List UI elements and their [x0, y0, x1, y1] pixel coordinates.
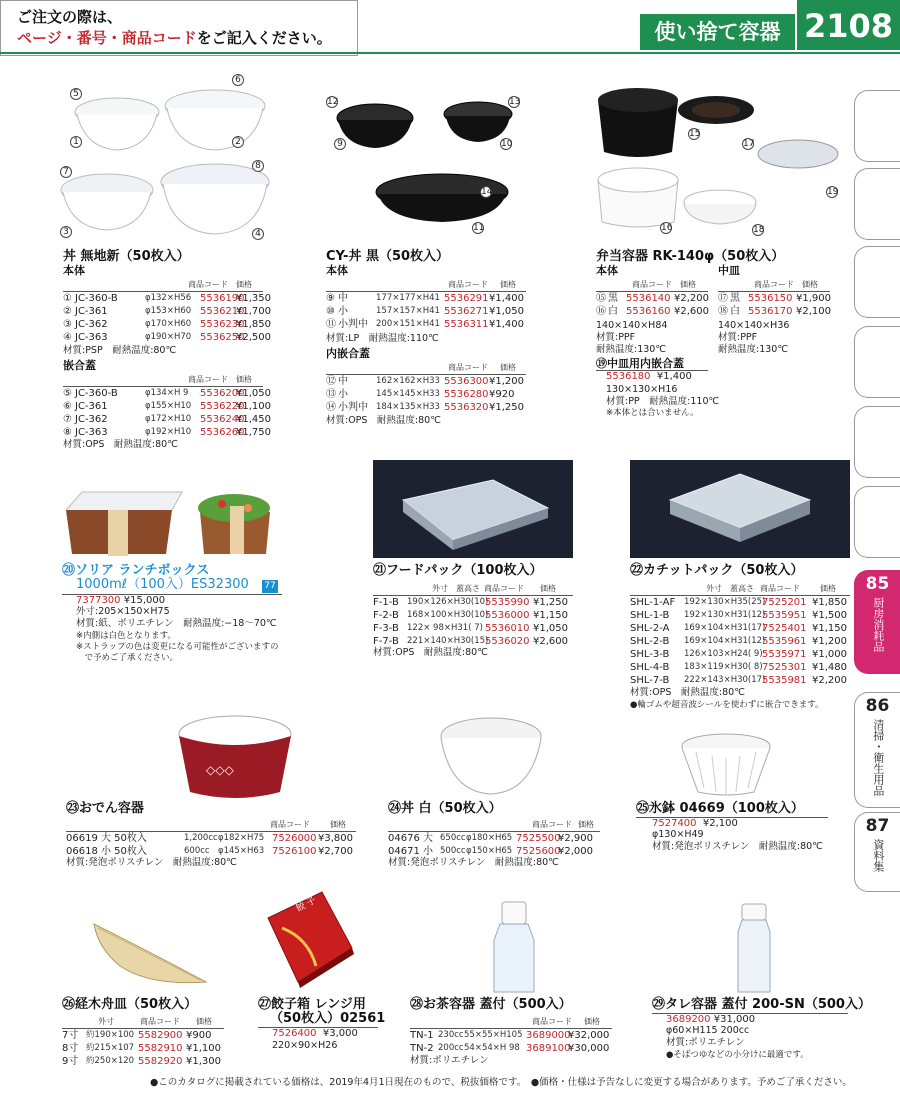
p24-table: [388, 832, 600, 858]
table-row: TN-2 200cc 54×54×H 98 3689100 ¥30,000: [410, 1043, 610, 1054]
p21-price-header: 価格: [540, 584, 556, 593]
table-row: TN-1 230cc 55×55×H105 3689000 ¥32,000: [410, 1030, 610, 1041]
p2-lid-table: [326, 375, 526, 414]
table-row: SHL-1-AF 192×130×H35(25) 7525201 ¥1,850: [630, 597, 847, 608]
callout-12: 12: [327, 97, 339, 107]
p20-title-2: 1000mℓ（100入）ES32300: [76, 577, 249, 592]
callout-8: 8: [252, 160, 264, 172]
p2-code-header-2: 商品コード: [448, 363, 488, 372]
table-row: ⑭ 小判中 184×135×H33 5536320 ¥1,250: [326, 402, 524, 413]
table-row: 04676 大 650cc φ180×H65 7525500 ¥2,900: [388, 833, 593, 844]
p26-code-header: 商品コード: [140, 1017, 180, 1026]
callout-10: 10: [501, 139, 513, 149]
p21-code-header: 商品コード: [484, 584, 524, 593]
p3-lid-spec: 130×130×H16 材質:PP 耐熱温度:110℃ ※本体とは合いません。: [606, 384, 720, 418]
p23-table: [66, 832, 356, 858]
p29-spec: φ60×H115 200cc: [666, 1025, 750, 1036]
table-row: 7寸 約190×100 5582900 ¥900: [62, 1030, 212, 1041]
wooden-boat-plate-photo: [90, 912, 210, 992]
bowl-white-photo: [55, 70, 280, 250]
p29-price-row: 3689200 ¥31,000: [666, 1014, 756, 1025]
p25-price-row: 7527400 ¥2,100: [652, 818, 738, 829]
gyoza-box-label: 餃 子: [294, 895, 318, 915]
table-row: ⑫ 中 162×162×H33 5536300 ¥1,200: [326, 376, 524, 387]
p3-price-header-2: 価格: [802, 280, 818, 289]
p2-price-header-2: 価格: [500, 363, 516, 372]
kachitto-pack-photo: [630, 460, 850, 558]
p29-material: 材質:ポリエチレン: [666, 1037, 745, 1048]
p23-title: ㉓おでん容器: [66, 801, 144, 816]
bowl-black-photo: [330, 88, 530, 238]
p1-price-header-2: 価格: [236, 375, 252, 384]
p29-title: ㉙タレ容器 蓋付 200-SN（500入）: [652, 997, 871, 1012]
p20-price-row: 7377300 ¥15,000: [76, 595, 166, 606]
callout-3: 3: [60, 226, 72, 238]
p22-size-header: 外寸: [706, 584, 722, 593]
p20-spec: 外寸:205×150×H75: [76, 606, 170, 617]
p1-material-2: 材質:OPS 耐熱温度:80℃: [63, 439, 178, 450]
p1-price-header: 価格: [236, 280, 252, 289]
table-row: ③ JC-362 φ170×H60 5536230 ¥1,850: [63, 319, 271, 330]
p2-code-header: 商品コード: [448, 280, 488, 289]
p25-title: ㉕氷鉢 04669（100枚入）: [636, 801, 804, 816]
p28-price-header: 価格: [584, 1017, 600, 1026]
p21-material: 材質:OPS 耐熱温度:80℃: [373, 647, 488, 658]
p26-table: [62, 1029, 224, 1068]
p27-price-row: 7526400 ¥3,000: [272, 1028, 358, 1039]
p23-code-header: 商品コード: [270, 820, 310, 829]
table-row: ⑤ JC-360-B φ134×H 9 5536200 ¥1,050: [63, 388, 271, 399]
callout-13: 13: [509, 97, 521, 107]
p22-title: ㉒カチットパック（50枚入）: [630, 563, 804, 578]
side-tab-blank-1[interactable]: [854, 90, 900, 162]
table-row: SHL-3-B 126×103×H24( 9) 5535971 ¥1,000: [630, 649, 847, 660]
table-row: SHL-4-B 183×119×H30( 8) 7525301 ¥1,480: [630, 662, 847, 673]
side-tab-blank-4[interactable]: [854, 326, 900, 398]
p3-spec-1: 140×140×H84 材質:PPF 耐熱温度:130℃: [596, 320, 668, 355]
side-tab-87[interactable]: 87 資料集: [854, 812, 900, 892]
svg-text:◇◇◇: ◇◇◇: [206, 763, 234, 777]
order-note-line2: ページ・番号・商品コードをご記入ください。: [17, 29, 332, 48]
table-row: SHL-2-B 169×104×H31(12) 5535961 ¥1,200: [630, 636, 847, 647]
p1-body-table: [63, 292, 271, 344]
oden-container-photo: [170, 712, 300, 802]
p3-tray-table: [718, 292, 830, 318]
table-row: ⑩ 小 157×157×H41 5536271 ¥1,050: [326, 306, 524, 317]
p24-material: 材質:発泡ポリスチレン 耐熱温度:80℃: [388, 857, 559, 868]
callout-9: 9: [334, 138, 346, 150]
p28-title: ㉘お茶容器 蓋付（500入）: [410, 997, 572, 1012]
tea-container-photo: [484, 900, 544, 996]
p2-price-header: 価格: [500, 280, 516, 289]
p1-sub-body: 本体: [63, 264, 85, 277]
p3-code-header-2: 商品コード: [754, 280, 794, 289]
p3-lid-row: 5536180 ¥1,400: [606, 371, 692, 382]
header-divider: [0, 52, 900, 54]
category-label: 使い捨て容器: [640, 14, 795, 50]
callout-16: 16: [661, 223, 673, 233]
p21-title: ㉑フードパック（100枚入）: [373, 563, 543, 578]
callout-19: 19: [827, 187, 839, 197]
p25-material: 材質:発泡ポリスチレン 耐熱温度:80℃: [652, 841, 823, 852]
p3-title: 弁当容器 RK-140φ（50枚入）: [596, 249, 785, 264]
p1-code-header: 商品コード: [188, 280, 228, 289]
footer-note: ●このカタログに掲載されている価格は、2019年4月1日現在のもので、税抜価格です。 ●価格・仕様は予告なしに変更する場合があります。予めご了承ください。: [150, 1077, 852, 1088]
p3-spec-2: 140×140×H36 材質:PPF 耐熱温度:130℃: [718, 320, 790, 355]
table-row: ① JC-360-B φ132×H56 5536190 ¥1,350: [63, 293, 271, 304]
p3-lid-title: ⑲中皿用内嵌合蓋: [596, 357, 684, 370]
p22-height-header: 蓋高さ: [730, 584, 754, 593]
table-row: SHL-2-A 169×104×H31(17) 7525401 ¥1,150: [630, 623, 847, 634]
table-row: SHL-1-B 192×130×H31(12) 5535951 ¥1,500: [630, 610, 847, 621]
bento-container-photo: [588, 72, 850, 242]
p22-price-header: 価格: [820, 584, 836, 593]
p21-height-header: 蓋高さ: [456, 584, 480, 593]
p22-table: [630, 596, 850, 687]
p24-code-header: 商品コード: [532, 820, 572, 829]
table-row: ⑪ 小判中 200×151×H41 5536311 ¥1,400: [326, 319, 524, 330]
p1-code-header-2: 商品コード: [188, 375, 228, 384]
callout-18: 18: [753, 225, 765, 235]
callout-5: 5: [70, 88, 82, 100]
ice-bowl-photo: [676, 730, 776, 798]
p26-size-header: 外寸: [98, 1017, 114, 1026]
p20-material: 材質:紙、ポリエチレン 耐熱温度:−18〜70℃: [76, 618, 277, 629]
table-row: F-3-B 122× 98×H31( 7) 5536010 ¥1,050: [373, 623, 568, 634]
table-row: ⑮ 黒 5536140 ¥2,200: [596, 293, 709, 304]
p28-material: 材質:ポリエチレン: [410, 1055, 489, 1066]
p24-price-header: 価格: [578, 820, 594, 829]
side-tab-blank-2[interactable]: [854, 168, 900, 240]
callout-17: 17: [743, 139, 755, 149]
gyoza-box-photo: [262, 888, 358, 988]
callout-2: 2: [232, 136, 244, 148]
p26-title: ㉖経木舟皿（50枚入）: [62, 997, 198, 1012]
p29-note: ●そばつゆなどの小分けに最適です。: [666, 1050, 809, 1060]
p28-table: [410, 1029, 612, 1055]
callout-6: 6: [232, 74, 244, 86]
table-row: ④ JC-363 φ190×H70 5536250 ¥2,500: [63, 332, 271, 343]
white-bowl-photo: [436, 714, 546, 798]
table-row: ⑬ 小 145×145×H33 5536280 ¥920: [326, 389, 515, 400]
table-row: ⑦ JC-362 φ172×H10 5536240 ¥1,450: [63, 414, 271, 425]
callout-11: 11: [473, 223, 485, 233]
side-tab-86[interactable]: 86 清掃・衛生用品: [854, 692, 900, 808]
table-row: 04671 小 500cc φ150×H65 7525600 ¥2,000: [388, 846, 593, 857]
sauce-container-photo: [734, 902, 774, 996]
table-row: 06619 大 50枚入 1,200cc φ182×H75 7526000 ¥3,800: [66, 833, 353, 844]
side-tab-blank-6[interactable]: [854, 486, 900, 558]
p3-code-header: 商品コード: [632, 280, 672, 289]
p22-material: 材質:OPS 耐熱温度:80℃: [630, 687, 745, 698]
p23-price-header: 価格: [330, 820, 346, 829]
p20-notes: ※内側は白色となります。 ※ストラップの色は変更になる可能性がございますの で予めご了承ください。: [76, 631, 279, 664]
p26-price-header: 価格: [196, 1017, 212, 1026]
p21-size-header: 外寸: [432, 584, 448, 593]
table-row: ② JC-361 φ153×H60 5536210 ¥1,700: [63, 306, 271, 317]
p2-sub-body: 本体: [326, 264, 348, 277]
table-row: F-7-B 221×140×H30(15) 5536020 ¥2,600: [373, 636, 568, 647]
p2-sub-lid: 内嵌合蓋: [326, 347, 370, 360]
p28-code-header: 商品コード: [532, 1017, 572, 1026]
p2-material-2: 材質:OPS 耐熱温度:80℃: [326, 415, 441, 426]
p2-body-table: [326, 292, 526, 331]
p1-sub-lid: 嵌合蓋: [63, 359, 96, 372]
p23-material: 材質:発泡ポリスチレン 耐熱温度:80℃: [66, 857, 237, 868]
callout-1: 1: [70, 136, 82, 148]
p1-lid-table: [63, 387, 271, 439]
table-row: ⑧ JC-363 φ192×H10 5536260 ¥1,750: [63, 427, 271, 438]
table-row: F-2-B 168×100×H30(10) 5536000 ¥1,150: [373, 610, 568, 621]
p22-code-header: 商品コード: [760, 584, 800, 593]
table-row: ⑯ 白 5536160 ¥2,600: [596, 306, 709, 317]
p27-title-2: （50枚入）02561: [270, 1011, 386, 1026]
p3-sub-tray: 中皿: [718, 264, 740, 277]
p1-title: 丼 無地新（50枚入）: [63, 249, 190, 264]
p20-badge: 77: [262, 580, 278, 593]
p1-material-1: 材質:PSP 耐熱温度:80℃: [63, 345, 177, 356]
p27-title: ㉗餃子箱 レンジ用: [258, 997, 366, 1012]
p3-sub-body: 本体: [596, 264, 618, 277]
p2-title: CY-丼 黒（50枚入）: [326, 249, 450, 264]
table-row: ⑨ 中 177×177×H41 5536291 ¥1,400: [326, 293, 524, 304]
order-note: [0, 0, 358, 56]
side-tab-85[interactable]: 85 厨房消耗品: [854, 570, 900, 674]
page-number: 2108: [797, 0, 900, 50]
side-tab-blank-3[interactable]: [854, 246, 900, 318]
table-row: 8寸 約215×107 5582910 ¥1,100: [62, 1043, 221, 1054]
callout-4: 4: [252, 228, 264, 240]
p25-spec: φ130×H49: [652, 829, 704, 840]
p21-table: [373, 596, 573, 648]
lunch-box-photo: [62, 486, 272, 558]
table-row: 06618 小 50枚入 600cc φ145×H63 7526100 ¥2,700: [66, 846, 353, 857]
p24-title: ㉔丼 白（50枚入）: [388, 801, 502, 816]
side-tab-blank-5[interactable]: [854, 406, 900, 478]
callout-14: 14: [481, 187, 493, 197]
p3-price-header: 価格: [680, 280, 696, 289]
table-row: F-1-B 190×126×H30(10) 5535990 ¥1,250: [373, 597, 568, 608]
p20-title: ⑳ソリア ランチボックス: [62, 563, 210, 578]
p3-body-table: [596, 292, 708, 318]
p27-spec: 220×90×H26: [272, 1040, 338, 1051]
table-row: 9寸 約250×120 5582920 ¥1,300: [62, 1056, 221, 1067]
table-row: ⑥ JC-361 φ155×H10 5536220 ¥1,100: [63, 401, 271, 412]
table-row: ⑰ 黒 5536150 ¥1,900: [718, 293, 831, 304]
order-note-line1: ご注文の際は、: [17, 8, 123, 26]
callout-7: 7: [60, 166, 72, 178]
table-row: SHL-7-B 222×143×H30(17) 5535981 ¥2,200: [630, 675, 847, 686]
table-row: ⑱ 白 5536170 ¥2,100: [718, 306, 831, 317]
callout-15: 15: [689, 129, 701, 139]
p2-material-1: 材質:LP 耐熱温度:110℃: [326, 333, 439, 344]
p22-note: ●輪ゴムや超音波シールを使わずに嵌合できます。: [630, 700, 824, 710]
food-pack-photo: [373, 460, 573, 558]
